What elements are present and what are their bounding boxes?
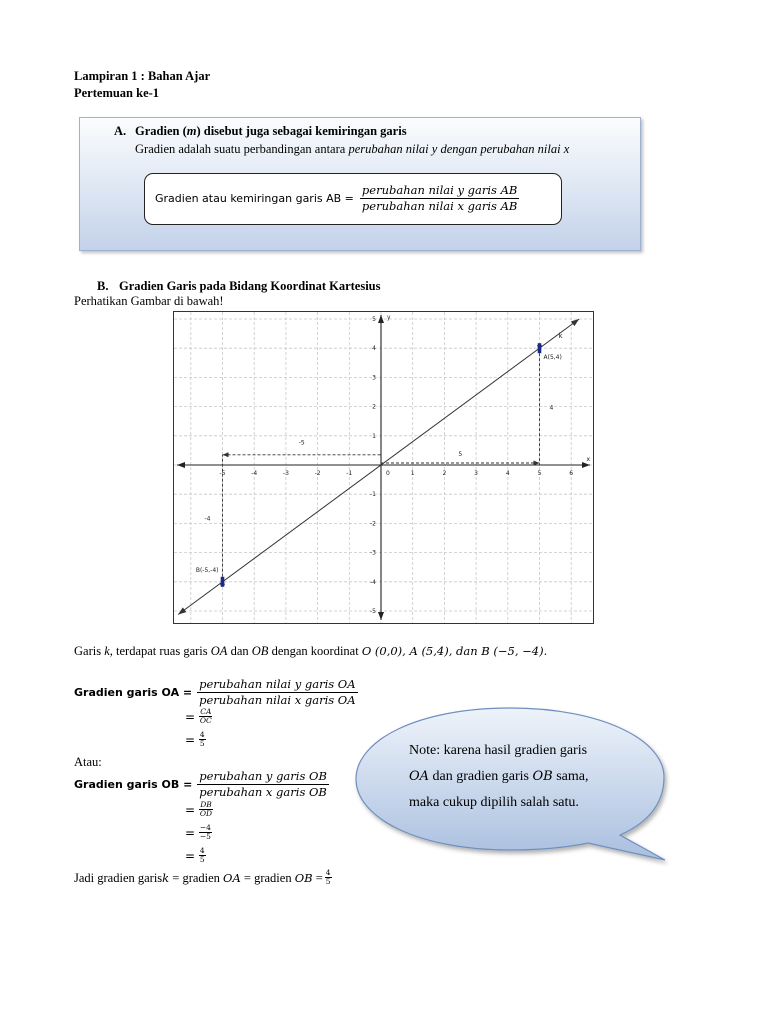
x-tick-label: -4 (251, 470, 258, 477)
x-tick-label: 5 (537, 470, 542, 477)
gradien-ob-numerator: perubahan y garis OB (199, 768, 327, 783)
atau-label: Atau: (74, 755, 102, 769)
gradien-ob-label: Gradien garis OB = (74, 777, 193, 791)
oa-step1-num: CA (200, 707, 212, 716)
garis-text-3: dan (227, 644, 252, 658)
garis-text-4: dengan koordinat (268, 644, 362, 658)
note-ob: OB (532, 769, 553, 784)
section-b-marker: B. (97, 279, 109, 293)
jadi-num: 4 (325, 868, 331, 877)
section-a-marker: A. (114, 124, 127, 138)
section-a-title-post: ) disebut juga sebagai kemiringan garis (196, 124, 407, 138)
jadi-oa: OA (223, 870, 241, 885)
y-tick-label: 2 (372, 403, 376, 411)
section-a-title-pre: Gradien ( (135, 124, 187, 138)
x-tick-label: 2 (442, 470, 447, 477)
section-a-title-m: m (186, 124, 197, 138)
garis-oa: OA (210, 644, 228, 658)
gradien-ob-step1 (185, 801, 213, 818)
ob-step1-den: OD (199, 809, 213, 818)
note-line1: Note: karena hasil gradien garis (409, 743, 588, 758)
y-tick-label: 3 (372, 374, 376, 382)
oa-step1-den: OC (199, 716, 212, 725)
note-line2 (409, 764, 588, 790)
y-tick-label: -4 (370, 578, 376, 586)
note-oa: OA (409, 769, 430, 784)
line-k-label: k (558, 331, 563, 340)
x-axis-label: x (586, 456, 590, 463)
point-a-label: A(5,4) (543, 354, 562, 362)
graph-frame (174, 312, 594, 624)
y-tick-label: 1 (372, 432, 376, 440)
oa-step1-fraction (199, 708, 213, 725)
point-a-marker (538, 343, 542, 353)
gradien-oa-label: Gradien garis OA = (74, 685, 193, 699)
gradien-ob-eq (74, 766, 329, 802)
conclusion-line (74, 869, 332, 886)
x-tick-label: 1 (410, 470, 415, 477)
jadi-mid2: = gradien (240, 870, 295, 885)
delta-y-neg-label: -4 (204, 515, 211, 523)
coordinates-text: O (0,0), A (5,4), dan B (−5, −4). (361, 644, 548, 658)
ob-step3-fraction (199, 847, 206, 864)
ob-step2-den: −5 (199, 832, 211, 841)
jadi-pre: Jadi gradien garis (74, 870, 163, 885)
garis-text-1: Garis (74, 644, 105, 658)
y-tick-label: -2 (370, 520, 376, 528)
ob-step1-num: DB (200, 800, 212, 809)
garis-text-2: , terdapat ruas garis (109, 644, 211, 658)
delta-x-neg-label: -5 (298, 439, 305, 447)
jadi-mid1: = gradien (169, 870, 224, 885)
y-tick-label: -5 (370, 608, 376, 615)
delta-x-label: 5 (458, 451, 463, 458)
ob-step2-fraction (199, 824, 212, 841)
ob-step3-num: 4 (199, 846, 205, 855)
gradien-oa-step2 (185, 731, 206, 748)
section-a-title (135, 123, 407, 139)
doc-header-line2: Pertemuan ke-1 (74, 86, 160, 100)
delta-y-label: 4 (549, 404, 554, 412)
y-axis-label: y (387, 314, 391, 321)
gradien-ob-denominator: perubahan x garis OB (199, 784, 327, 799)
equals-sign: = (185, 848, 199, 863)
garis-k-sentence (74, 643, 547, 659)
gradien-oa-eq (74, 674, 358, 710)
section-b-intro: Perhatikan Gambar di bawah! (74, 294, 224, 308)
y-tick-label: -3 (370, 549, 376, 557)
formula-gradien-ab (155, 178, 519, 218)
section-a-desc-italic: perubahan nilai y dengan perubahan nilai x (348, 142, 570, 156)
equals-sign: = (185, 825, 199, 840)
equals-sign: = (185, 709, 199, 724)
formula-fraction (360, 183, 519, 214)
jadi-k: k (162, 870, 170, 885)
gradien-oa-step1 (185, 708, 213, 725)
y-tick-label: 5 (372, 316, 376, 323)
oa-step2-den: 5 (199, 739, 205, 748)
ob-step1-fraction (199, 801, 213, 818)
x-tick-label: -3 (282, 470, 289, 477)
oa-step2-num: 4 (199, 730, 205, 739)
y-tick-label: -1 (370, 491, 376, 499)
jadi-ob: OB (294, 870, 313, 885)
ob-step2-num: −4 (199, 823, 211, 832)
x-tick-label: 6 (569, 470, 574, 477)
x-tick-label: -1 (346, 470, 353, 477)
gradien-ob-step2 (185, 824, 212, 841)
gradien-ob-step3 (185, 847, 206, 864)
ob-step3-den: 5 (199, 855, 205, 864)
jadi-den: 5 (325, 877, 331, 886)
origin-label: 0 (386, 470, 390, 477)
section-a-desc (135, 141, 569, 157)
x-tick-label: -5 (219, 470, 226, 477)
y-tick-label: 4 (372, 345, 376, 353)
section-a-desc-pre: Gradien adalah suatu perbandingan antara (135, 142, 349, 156)
note-line3: maka cukup dipilih salah satu. (409, 795, 579, 810)
gradien-oa-numerator: perubahan nilai y garis OA (199, 676, 356, 691)
garis-ob: OB (251, 644, 269, 658)
garis-k: k (104, 644, 110, 658)
x-tick-label: 4 (505, 470, 510, 477)
x-tick-label: -2 (314, 470, 321, 477)
point-b-marker (221, 577, 225, 587)
section-b-title: Gradien Garis pada Bidang Koordinat Kartesius (119, 279, 381, 293)
gradien-oa-denominator: perubahan nilai x garis OA (199, 692, 356, 707)
point-b-label: B(-5,-4) (195, 566, 219, 574)
equals-sign: = (185, 732, 199, 747)
gradien-oa-fraction (197, 677, 357, 708)
x-tick-label: 3 (474, 470, 479, 477)
jadi-fraction (325, 869, 332, 886)
oa-step2-fraction (199, 731, 206, 748)
formula-denominator: perubahan nilai x garis AB (361, 198, 518, 213)
cartesian-graph (173, 311, 594, 624)
equals-sign: = (185, 802, 199, 817)
note-line2-post: sama, (552, 769, 589, 784)
note-line2-mid: dan gradien garis (429, 769, 533, 784)
gradien-ob-fraction (197, 769, 329, 800)
note-text (409, 738, 588, 816)
formula-label: Gradien atau kemiringan garis AB = (155, 191, 354, 205)
jadi-eq: = (312, 870, 323, 885)
formula-numerator: perubahan nilai y garis AB (361, 182, 518, 197)
doc-header-line1: Lampiran 1 : Bahan Ajar (74, 69, 211, 83)
